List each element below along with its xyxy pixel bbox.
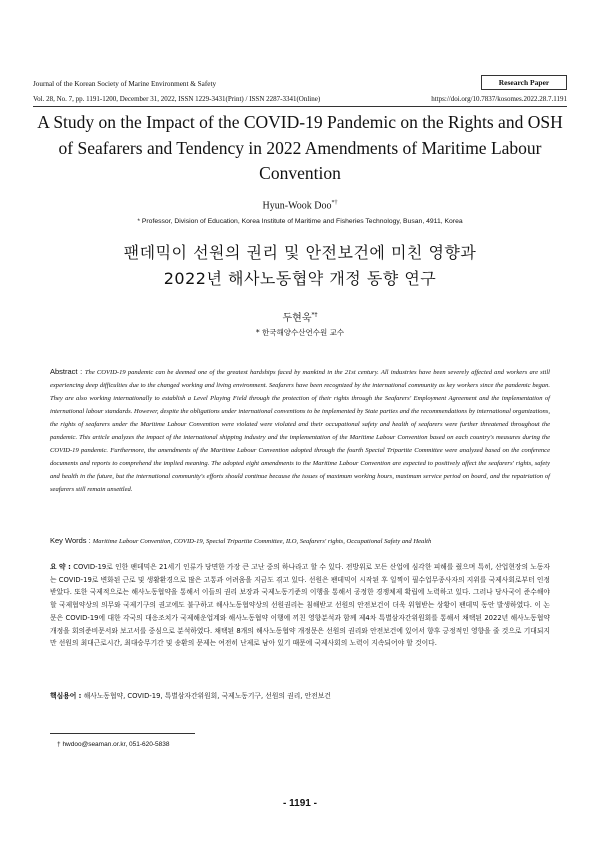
title-korean-line1: 팬데믹이 선원의 권리 및 안전보건에 미친 영향과: [123, 243, 477, 262]
keywords-korean-text: 해사노동협약, COVID-19, 특별삼자간위원회, 국제노동기구, 선원의 권리, 안전보건: [83, 692, 331, 700]
author-english: [0, 200, 600, 211]
doi-link[interactable]: https://doi.org/10.7837/kosomes.2022.28.7.1191: [431, 95, 567, 103]
author-korean-name: 두현욱: [282, 313, 312, 324]
journal-name: Journal of the Korean Society of Marine Environment & Safety: [33, 80, 217, 88]
affiliation-english: * Professor, Division of Education, Korea Institute of Maritime and Fisheries Technology, Busan, 4911, Korea: [137, 218, 463, 225]
title-korean-line2: 2022년 해사노동협약 개정 동향 연구: [163, 269, 437, 288]
keywords-english: [50, 536, 560, 545]
keywords-korean: [50, 690, 550, 700]
volume-info: Vol. 28, No. 7, pp. 1191-1200, December 31, 2022, ISSN 1229-3431(Print) / ISSN 2287-3341(Online): [33, 95, 321, 103]
title-korean: [30, 240, 570, 292]
abstract-text: The COVID-19 pandemic can be deemed one of the greatest hardships faced by mankind in the 21st century. All industries have been severely affected and workers are still experiencing deep difficulties due to the changed working and living environment. Seafarers have been recognized by the international community as key workers since the pandemic began. They are also working internationally to establish a Level Playing Field through the protection of their rights through the Seafarers' Employment Agreement and the implementation of international labour standards. However, despite the obligations under international conventions to be implemented by State parties and the recommendations by international organizations, the rights of seafarers under the Maritime Labour Convention were violated were violated and their occupational safety and health of seafarers were further threatened throughout the pandemic. This article analyzes the impact of the international shipping industry and the implementation of the Maritime Labour Convention based on each country's measures during the COVID-19 pandemic. Furthermore, the amendments of the Maritime Labour Convention adopted through the fourth Special Tripartite Committee were analyzed based on the conference documents and reports to comprehend the implied meaning. The adopted eight amendments to the Maritime Labour Convention are expected to positively affect the seafarers' rights, safety and health in the future, but the international community's efforts should continue because the issues of maximum working hours, maximum service period on board, and the repatriation of seafarers still remain unsettled.: [50, 369, 550, 493]
footnote: [57, 741, 170, 748]
title-english: A Study on the Impact of the COVID-19 Pandemic on the Rights and OSH of Seafarers and Tendency in 2022 Amendments of Maritime Labour Convention: [37, 112, 563, 183]
abstract-korean: [50, 561, 550, 650]
abstract-label: Abstract :: [50, 367, 85, 376]
footnote-text: hwdoo@seaman.or.kr, 051-620-5838: [62, 741, 170, 748]
keywords-korean-label: 핵심용어 :: [50, 692, 84, 700]
abstract-korean-label: 요 약 :: [50, 563, 74, 571]
keywords-text: Maritime Labour Convention, COVID-19, Special Tripartite Committee, ILO, Seafarers' rights, Occupational Safety and Health: [92, 538, 432, 545]
header-rule: [33, 106, 567, 107]
author-mark: *†: [331, 200, 338, 206]
footnote-rule: [50, 733, 195, 734]
abstract-korean-text: COVID-19로 인한 팬데믹은 21세기 인류가 당면한 가장 큰 고난 중의 하나라고 할 수 있다. 전방위로 모든 산업에 심각한 피해를 줬으며 특히, 산업현장의 노동자는 COVID-19로 변화된 근로 및 생활환경으로 많은 고통과 어려움을 지금도 겪고 있다. 선원은 팬데믹이 시작된 후 일찍이 필수업무종사자의 지위를 국제사회로부터 인정받았다. 또한 국제적으로는 해사노동협약을 통해서 이들의 권리 보장과 국제노동기준의 이행을 통해서 공정한 경쟁체제 확립에 노력하고 있다. 그러나 당사국이 준수해야 할 국제협약상의 의무와 국제기구의 권고에도 불구하고 해사노동협약상의 선원권리는 침해받고 선원의 안전보건이 더욱 위협받는 상황이 팬데믹 동안 발생하였다. 이 논문은 COVID-19에 대한 각국의 대응조치가 국제해운업계와 해사노동협약 이행에 끼친 영향분석과 함께 제4차 특별삼자간위원회를 통해서 채택된 2022년 해사노동협약 개정을 회의준비문서와 보고서를 중심으로 분석하였다. 채택된 8개의 해사노동협약 개정문은 선원의 권리와 안전보건에 있어서 향후 긍정적인 영향을 줄 것으로 기대되지만 선원의 최대근로시간, 최대승무기간 및 송환의 문제는 여전히 난제로 남아 있기 때문에 국제사회의 노력이 지속되어야 할 것이다.: [50, 563, 550, 648]
abstract-english: [50, 366, 550, 497]
article-type-badge: Research Paper: [481, 75, 567, 90]
page-number: - 1191 -: [283, 798, 317, 809]
keywords-label: Key Words :: [50, 536, 93, 545]
author-korean: [0, 309, 600, 324]
footnote-mark: †: [57, 741, 61, 748]
affiliation-korean: * 한국해양수산연수원 교수: [255, 328, 345, 337]
author-name: Hyun-Wook Doo: [262, 200, 332, 212]
author-korean-mark: *†: [311, 311, 318, 319]
